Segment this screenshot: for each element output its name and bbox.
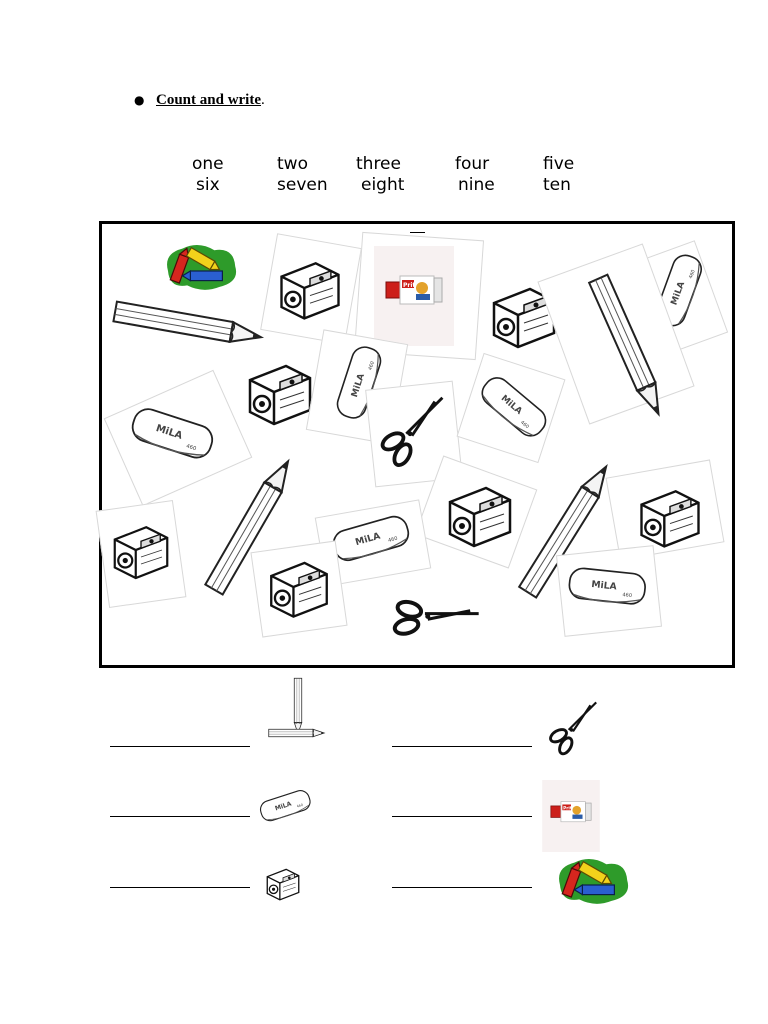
crayons-icon <box>552 852 632 910</box>
sharpener-icon <box>632 478 708 554</box>
crayons-icon <box>160 238 240 296</box>
scissors-icon <box>538 698 608 756</box>
number-word: eight <box>361 175 405 195</box>
sharpener-icon <box>106 510 176 590</box>
answer-line[interactable] <box>110 887 250 888</box>
glue-icon <box>364 246 464 346</box>
glue-icon <box>538 780 604 852</box>
number-word: two <box>277 154 308 174</box>
sharpener-icon <box>262 550 336 624</box>
instruction <box>134 92 265 109</box>
number-word: one <box>192 154 224 174</box>
sharpener-icon <box>272 250 348 326</box>
answer-line[interactable] <box>392 887 532 888</box>
pencil-icon <box>268 725 328 741</box>
number-word: three <box>356 154 401 174</box>
number-word: four <box>455 154 490 174</box>
answer-line[interactable] <box>392 746 532 747</box>
number-word: seven <box>277 175 328 195</box>
number-word: nine <box>458 175 495 195</box>
scissors-icon <box>374 392 450 468</box>
number-word: six <box>196 175 220 195</box>
eraser-icon <box>564 562 652 613</box>
instruction-punct: . <box>261 92 265 108</box>
number-word: five <box>543 154 575 174</box>
answer-line[interactable] <box>110 746 250 747</box>
number-word: ten <box>543 175 571 195</box>
instruction-title: Count and write <box>156 92 262 108</box>
answer-line[interactable] <box>392 816 532 817</box>
eraser-icon <box>254 782 317 830</box>
bullet-icon: ● <box>134 93 145 107</box>
sharpener-icon <box>440 474 520 554</box>
answer-line[interactable] <box>110 816 250 817</box>
divider <box>410 232 425 233</box>
sharpener-icon <box>262 862 304 904</box>
